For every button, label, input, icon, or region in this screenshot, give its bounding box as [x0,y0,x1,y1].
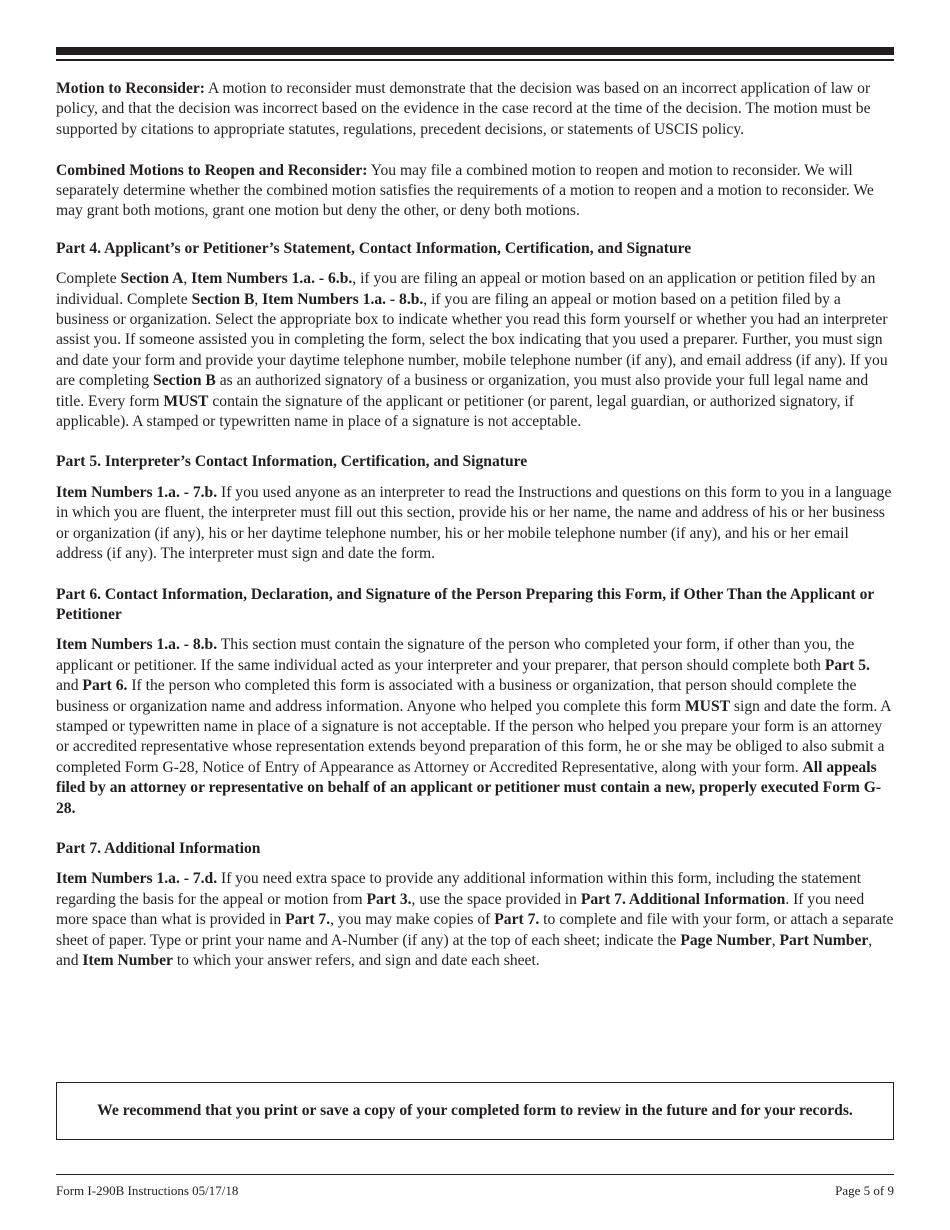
part7-bold: Page Number [680,931,772,949]
part4-text: contain the signature of the applicant or petitioner (or parent, legal guardian, or authorized signatory, if applicable). A stamped or typewritten name in place of a signature is not acceptable. [56,392,854,431]
recommendation-box [56,1082,894,1140]
part7-section [56,839,896,971]
part7-text: to complete and file with your form, or attach a separate sheet of paper. Type or print your name and A-Number (if any) at the top of each sheet; indicate the [56,911,894,949]
motion-to-reconsider-label: Motion to Reconsider: [56,80,205,97]
part7-text: to which your answer refers, and sign and date each sheet. [172,952,540,970]
part4-text: , if you are filing an appeal or motion based on a petition filed by a business or organization. Select the appropriate box to indicate whether you read this form yourself or whether you had an interpreter assist you. If someone assisted you in completing the form, select the box indicating that you used a preparer. Further, you must sign and date your form and provide your daytime telephone number, mobile telephone number (if any), and email address (if any). If you are completing [56,290,888,390]
header-rule-thin [56,59,894,61]
part4-bold: Section B [153,372,216,390]
part6-text: This section must contain the signature of the person who completed your form, if other than you, the applicant or petitioner. If the same individual acted as your interpreter and your preparer, that person should complete both [56,636,855,674]
part4-paragraph [56,269,896,432]
footer-page-number: Page 5 of 9 [835,1183,894,1198]
part4-text: , [183,270,192,288]
part7-paragraph [56,869,896,971]
part7-text: . If you need more space than what is provided in [56,890,865,929]
combined-motions-label: Combined Motions to Reopen and Reconsider: [56,161,368,179]
part7-text: If you need extra space to provide any additional information within this form, including the statement regarding the basis for the appeal or motion from [56,870,862,908]
part5-bold: Item Numbers 1.a. - 7.b. [56,483,218,501]
part7-heading: Part 7. Additional Information [56,839,261,857]
part6-paragraph [56,635,896,819]
part6-section [56,585,896,819]
part7-text: , you may make copies of [330,911,495,929]
part6-bold: Item Numbers 1.a. - 8.b. [56,636,218,654]
part4-bold: Item Numbers 1.a. - 6.b. [191,270,353,288]
combined-motions-paragraph [56,161,896,222]
footer-form-id: Form I-290B Instructions 05/17/18 [56,1183,239,1198]
part4-bold: Section A [120,270,184,288]
part7-bold: Part 3. [366,890,412,908]
part7-text: , use the space provided in [411,890,581,908]
part7-bold: Item Numbers 1.a. - 7.d. [56,870,218,888]
footer-rule [56,1174,894,1175]
motion-to-reconsider-text: A motion to reconsider must demonstrate that the decision was based on an incorrect application of law or policy, and that the decision was incorrect based on the evidence in the case record at the time of the decision. The motion must be supported by citations to appropriate statutes, regulations, precedent decisions, or statements of USCIS policy. [56,80,871,138]
part5-section [56,452,896,564]
recommendation-text: We recommend that you print or save a copy of your completed form to review in the future and for your records. [97,1101,853,1119]
part6-bold: Part 5. [824,656,870,674]
part7-text: , and [56,931,873,970]
header-rule-thick [56,47,894,55]
part4-section [56,239,896,433]
part5-paragraph [56,483,896,565]
part5-text: If you used anyone as an interpreter to read the Instructions and questions on this form to you in a language in which you are fluent, the interpreter must fill out this section, provide his or her name, the name and address of his or her business or organization (if any), his or her daytime telephone number, his or her mobile telephone number (if any), and his or her email address (if any). The interpreter must sign and date the form. [56,483,892,563]
part4-text: , [254,290,263,308]
part7-bold: Part 7. [285,911,331,929]
part6-bold: Part 6. [82,677,128,695]
part6-text: sign and date the form. A stamped or typewritten name in place of a signature is not acceptable. If the person who helped you prepare your form is an attorney or accredited representative whose representation extends beyond preparation of this form, he or she may be obliged to also submit a completed Form G-28, Notice of Entry of Appearance as Attorney or Accredited Representative, along with your form. [56,697,891,776]
part4-text: as an authorized signatory of a business or organization, you must also provide your full legal name and title. Every form [56,372,869,410]
part6-bold: All appeals filed by an attorney or representative on behalf of an applicant or petitioner must contain a new, properly executed Form G-28. [56,758,882,817]
part4-bold: MUST [163,392,209,410]
part5-heading: Part 5. Interpreter’s Contact Information, Certification, and Signature [56,453,528,471]
part7-bold: Item Number [82,952,173,970]
part6-text: If the person who completed this form is associated with a business or organization, that person should complete the business or organization name and address information. Anyone who helped you complete this form [56,677,857,715]
part7-bold: Part Number [779,931,869,949]
document-body [56,79,896,991]
part6-text: and [56,677,83,695]
part7-text: , [771,931,780,949]
part6-bold: MUST [684,697,731,715]
part7-bold: Part 7. [494,911,540,929]
part4-bold: Item Numbers 1.a. - 8.b. [262,290,424,308]
combined-motions-text: You may file a combined motion to reopen and motion to reconsider. We will separately determine whether the combined motion satisfies the requirements of a motion to reopen and a motion to reconsider. We may grant both motions, grant one motion but deny the other, or deny both motions. [56,161,874,220]
part4-bold: Section B [191,290,255,308]
part6-heading: Part 6. Contact Information, Declaration, and Signature of the Person Preparing this Form, if Other Than the Applicant or Petitioner [56,585,875,623]
part7-bold: Part 7. Additional Information [580,890,786,908]
part4-heading: Part 4. Applicant’s or Petitioner’s Statement, Contact Information, Certification, and Signature [56,239,692,257]
motion-to-reconsider-paragraph [56,79,896,140]
part4-text: , if you are filing an appeal or motion based on an application or petition filed by an individual. Complete [56,270,876,308]
part4-text: Complete [56,270,121,288]
